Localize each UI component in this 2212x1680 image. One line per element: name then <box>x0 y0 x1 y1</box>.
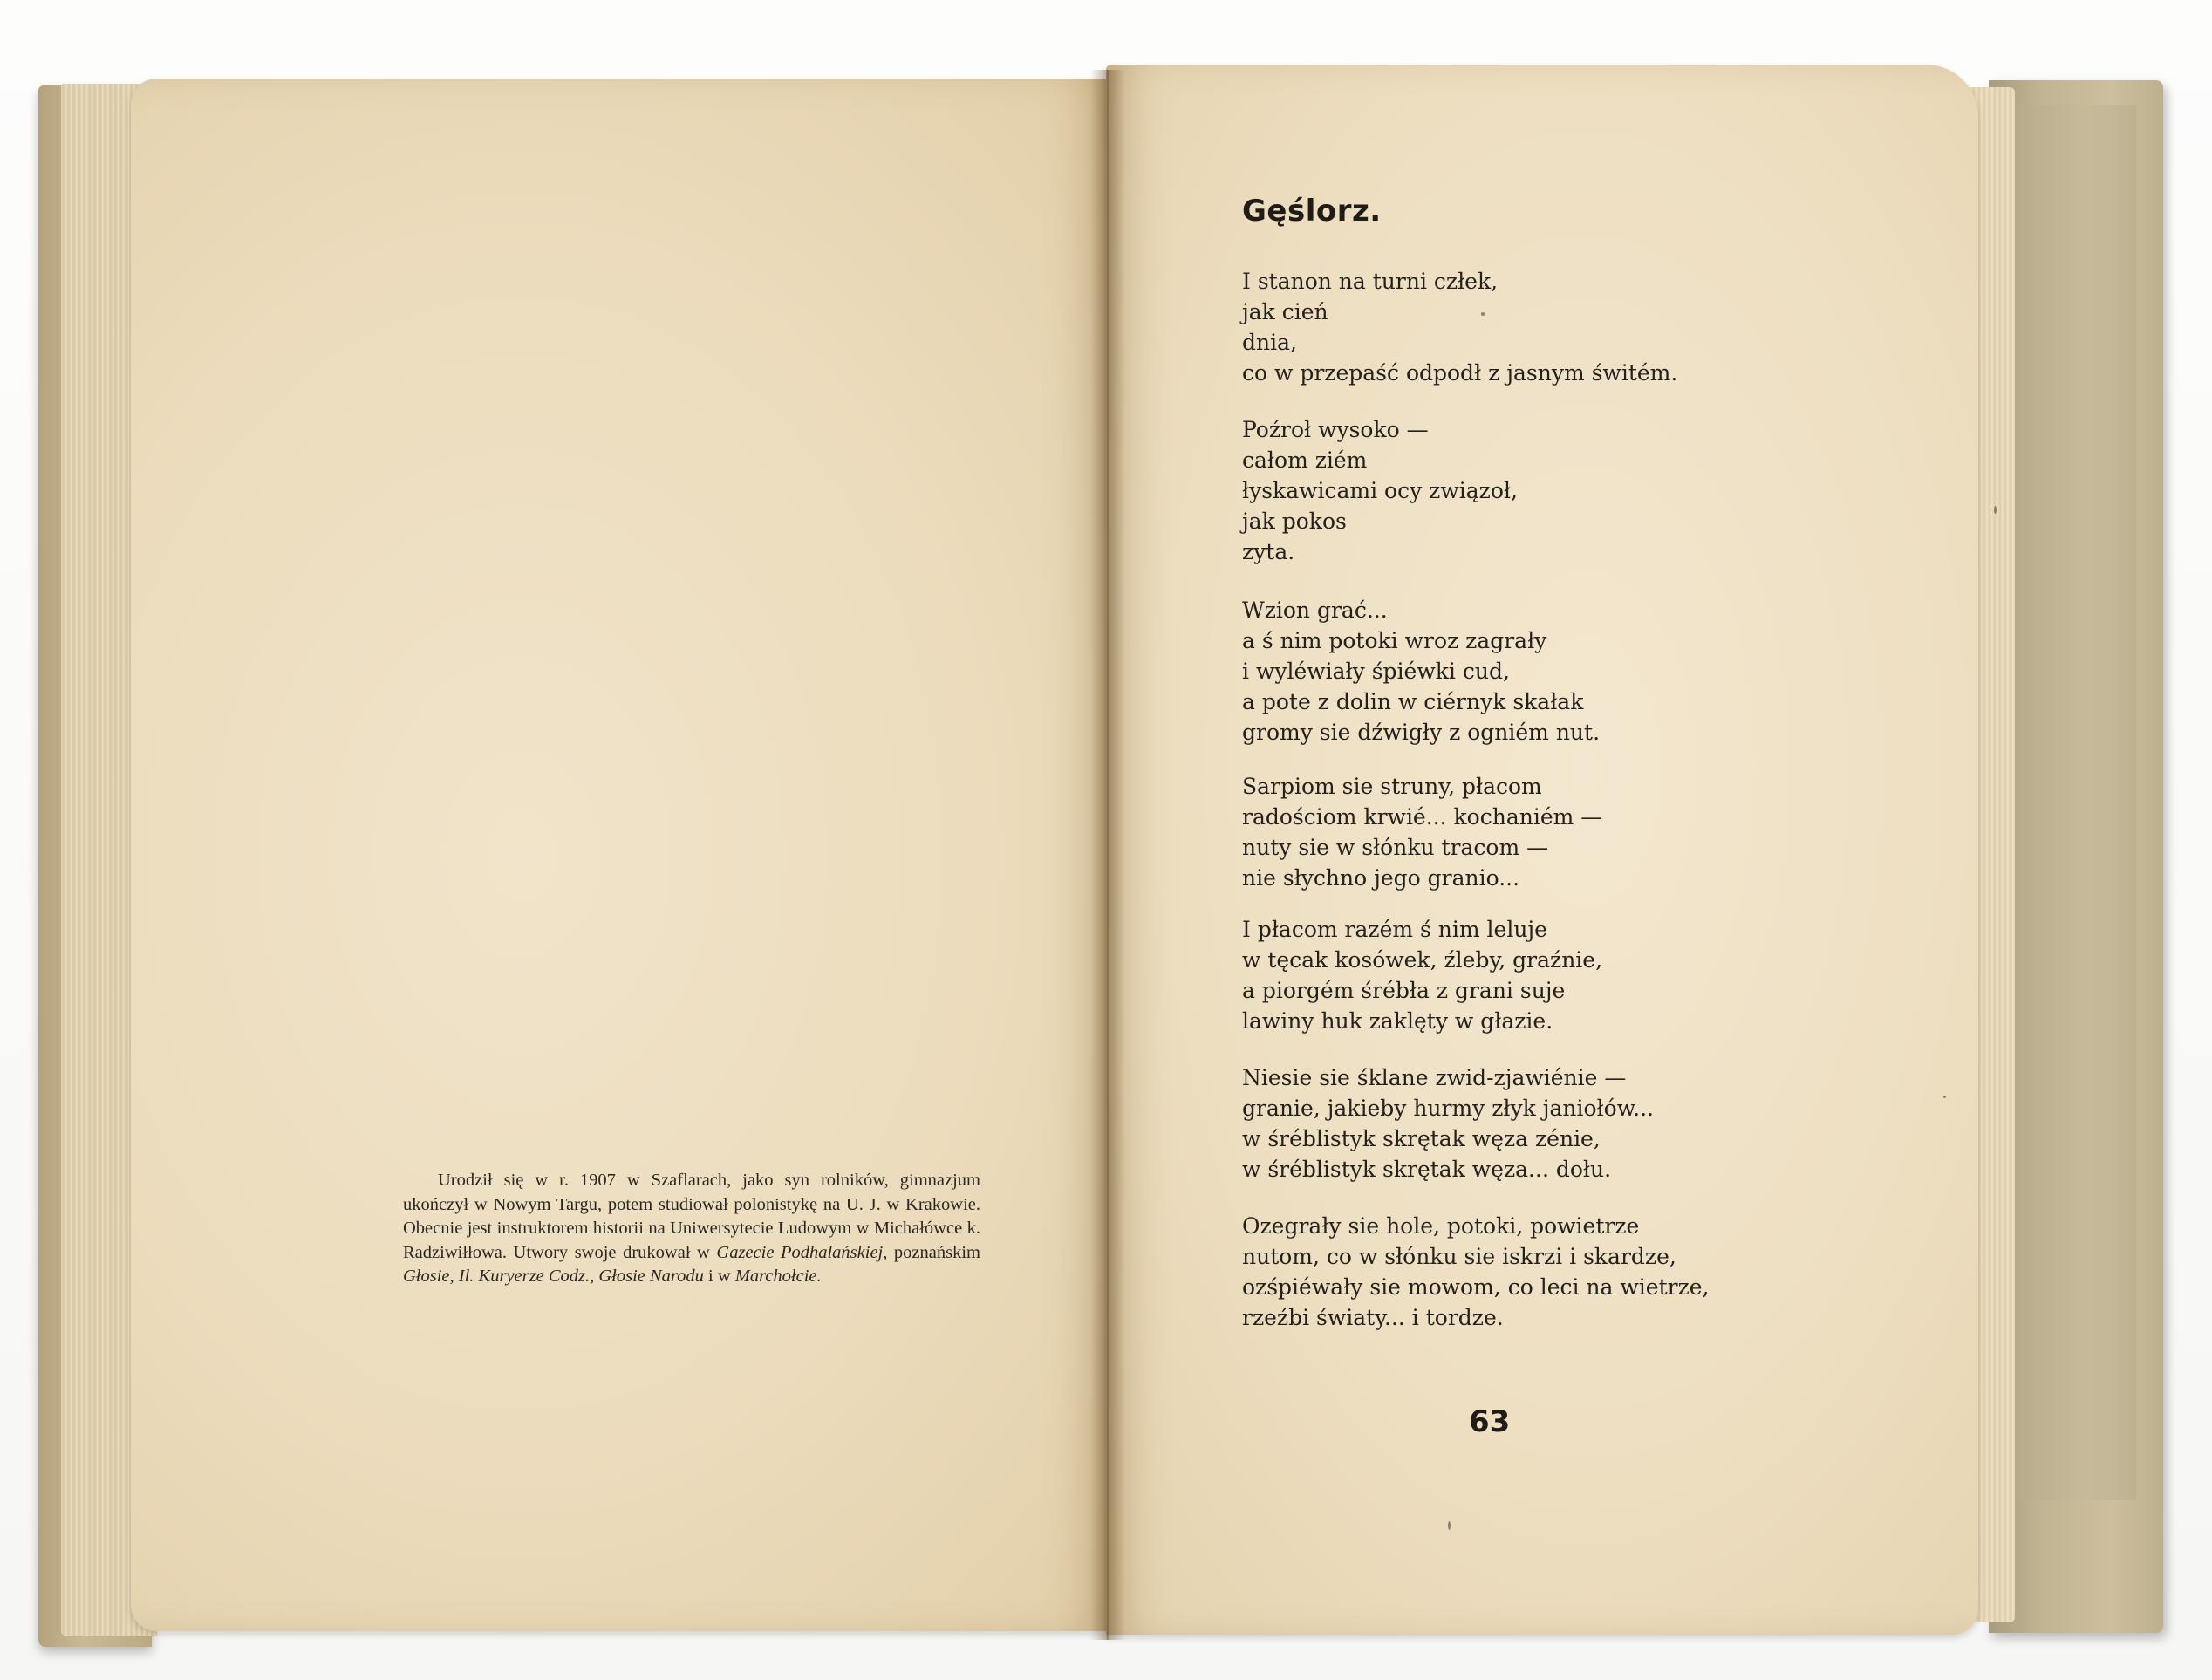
poem-line: jak cień <box>1242 299 1328 324</box>
poem-line: zyta. <box>1242 539 1295 564</box>
poem-line: Niesie sie śklane zwid-zjawiénie — <box>1242 1065 1627 1090</box>
poem-line: Sarpiom sie struny, płacom <box>1242 774 1542 799</box>
poem-stanza <box>1242 771 1602 893</box>
cover-board-inner <box>2006 105 2137 1500</box>
poem-line: w tęcak kosówek, źleby, graźnie, <box>1242 947 1603 973</box>
poem-stanza <box>1242 595 1600 748</box>
poem-line: a ś nim potoki wroz zagrały <box>1242 628 1547 653</box>
bio-text-run: Urodził się w r. 1907 w Szaflarach, jako syn rolników, gimnazjum ukończył w Nowym Targu, potem studiował polonistykę na U. J. w Krakowie. Obecnie jest instruktorem historii na Uniwersytecie Ludowym w Michałówce k. Radziwiłłowa. Utwory swoje drukował w <box>403 1171 980 1262</box>
poem-line: I płacom razém ś nim leluje <box>1242 917 1547 942</box>
paper-speck <box>1481 312 1485 316</box>
bio-italic-run: Marchołcie. <box>734 1267 822 1287</box>
poem-line: Ozegrały sie hole, potoki, powietrze <box>1242 1213 1640 1239</box>
poem-line: a pote z dolin w ciérnyk skałak <box>1242 689 1584 714</box>
poem-line: nutom, co w słónku sie iskrzi i skardze, <box>1242 1244 1676 1269</box>
poem-line: granie, jakieby hurmy złyk janiołów... <box>1242 1096 1654 1121</box>
poem-stanza <box>1242 1211 1710 1333</box>
poem-line: lawiny huk zaklęty w głazie. <box>1242 1008 1553 1034</box>
poem-line: dnia, <box>1242 330 1297 355</box>
poem-line: nuty sie w słónku tracom — <box>1242 835 1549 860</box>
bio-text-run: poznańskim <box>887 1242 980 1262</box>
bio-italic-run: Głosie, Il. Kuryerze Codz., Głosie Narodu <box>403 1267 704 1287</box>
poem-stanza <box>1242 1062 1654 1185</box>
author-biography <box>403 1169 980 1289</box>
poem-line: Wzion grać... <box>1242 598 1388 623</box>
poem-line: ozśpiéwały sie mowom, co leci na wietrze, <box>1242 1274 1710 1300</box>
book-gutter <box>1090 70 1125 1640</box>
poem-title: Gęślorz. <box>1242 194 1382 229</box>
paper-speck <box>1994 506 1997 514</box>
bio-text-run: i w <box>703 1267 735 1287</box>
paper-speck <box>1943 1096 1946 1098</box>
poem-line: radościom krwié... kochaniém — <box>1242 804 1603 830</box>
poem-stanza <box>1242 414 1518 567</box>
poem-line: całom ziém <box>1242 447 1368 473</box>
poem-line: rzeźbi światy... i tordze. <box>1242 1305 1504 1330</box>
page-number: 63 <box>1469 1404 1511 1439</box>
poem-line: w śréblistyk skrętak węza zénie, <box>1242 1126 1601 1151</box>
poem-stanza <box>1242 266 1677 388</box>
poem-line: co w przepaść odpodł z jasnym świtém. <box>1242 360 1678 386</box>
poem-line: gromy sie dźwigły z ogniém nut. <box>1242 720 1601 745</box>
poem-stanza <box>1242 914 1602 1036</box>
poem-line: Poźroł wysoko — <box>1242 417 1429 442</box>
poem-line: nie słychno jego granio... <box>1242 865 1520 891</box>
poem-line: w śréblistyk skrętak węza... dołu. <box>1242 1157 1612 1182</box>
poem-line: a piorgém śrébła z grani suje <box>1242 978 1566 1003</box>
paper-speck <box>1448 1521 1451 1530</box>
poem-line: i wyléwiały śpiéwki cud, <box>1242 659 1510 684</box>
poem-line: I stanon na turni człek, <box>1242 269 1499 294</box>
poem-line: łyskawicami ocy związoł, <box>1242 478 1518 503</box>
left-page <box>131 79 1108 1631</box>
bio-italic-run: Gazecie Podhalańskiej, <box>716 1242 888 1262</box>
poem-line: jak pokos <box>1242 509 1347 534</box>
